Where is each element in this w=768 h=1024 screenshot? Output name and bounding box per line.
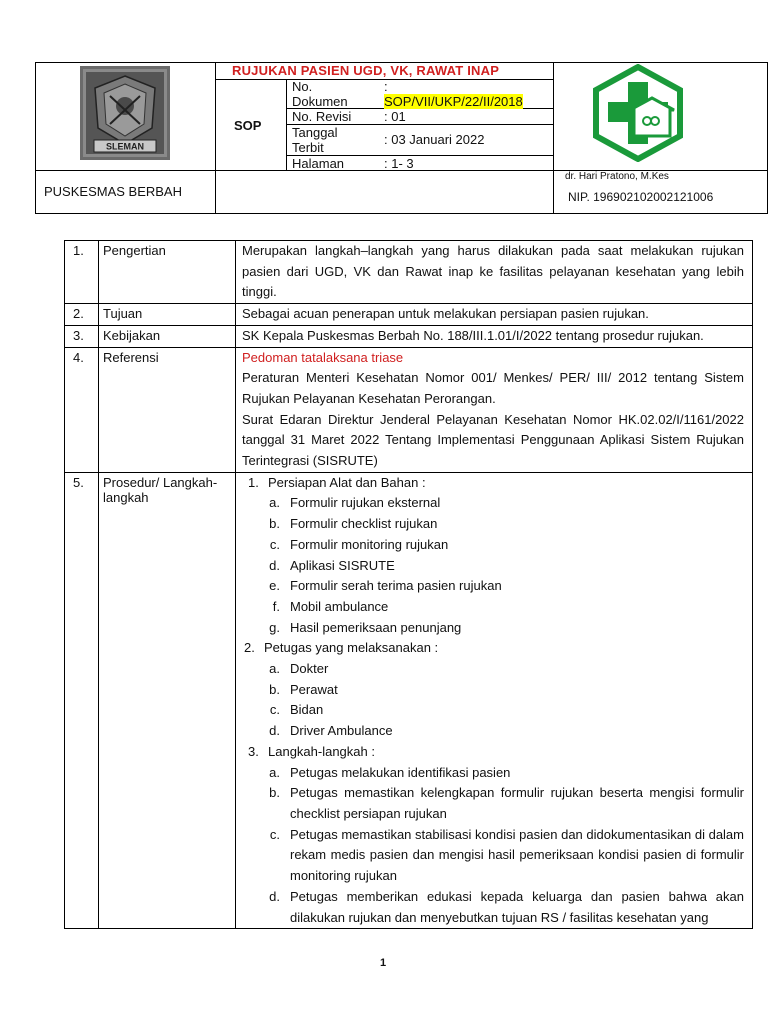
row-text: Merupakan langkah–langkah yang harus dilakukan pada saat melakukan rujukan pasien dari UGD, VK dan Rawat inap ke fasilitas pelayanan kesehatan yang lebih tinggi. xyxy=(236,241,753,304)
list-item: c. Bidan xyxy=(269,702,324,718)
page-number: 1 xyxy=(380,957,387,969)
list-item: c. Petugas memastikan stabilisasi kondisi pasien dan didokumentasikan di dalam rekam medis pasien dan mengisi hasil pemeriksaan kondisi pasien di formulir monitoring rujukan xyxy=(269,826,744,884)
row-label: Kebijakan xyxy=(99,325,236,347)
row-label: Prosedur/ Langkah-langkah xyxy=(99,472,236,928)
doc-number-label: No. Dokumen xyxy=(292,79,348,109)
list-item: b. Perawat xyxy=(269,681,338,697)
row-label: Referensi xyxy=(99,347,236,472)
list-item: c. Formulir monitoring rujukan xyxy=(269,536,449,552)
organization-name: PUSKESMAS BERBAH xyxy=(44,184,182,199)
divider xyxy=(215,62,216,214)
signatory-name: dr. Hari Pratono, M.Kes xyxy=(565,171,669,182)
list-item: b. Formulir checklist rujukan xyxy=(269,516,438,532)
reference-item: Peraturan Menteri Kesehatan Nomor 001/ Menkes/ PER/ III/ 2012 tentang Sistem Rujukan Pelayanan Kesehatan Perorangan. xyxy=(242,370,744,406)
revision-label: No. Revisi xyxy=(292,109,352,124)
list-item: a. Dokter xyxy=(269,661,329,677)
page-label: Halaman xyxy=(292,156,345,171)
doc-number-value: : SOP/VII/UKP/22/II/2018 xyxy=(384,79,523,109)
row-text: Sebagai acuan penerapan untuk melakukan persiapan pasien rujukan. xyxy=(236,304,753,326)
list-item: d. Aplikasi SISRUTE xyxy=(269,557,395,573)
list-item: a. Petugas melakukan identifikasi pasien xyxy=(269,764,511,780)
list-item: f. Mobil ambulance xyxy=(272,598,389,614)
row-number: 5. xyxy=(65,472,99,928)
document-title: RUJUKAN PASIEN UGD, VK, RAWAT INAP xyxy=(232,63,500,78)
signatory-nip: NIP. 196902102002121006 xyxy=(568,190,714,204)
page-value: : 1- 3 xyxy=(384,156,414,171)
procedure-group-title: 1. Persiapan Alat dan Bahan : xyxy=(248,474,426,490)
list-item: a. Formulir rujukan eksternal xyxy=(269,495,441,511)
row-text: SK Kepala Puskesmas Berbah No. 188/III.1.01/I/2022 tentang prosedur rujukan. xyxy=(236,325,753,347)
divider xyxy=(35,170,215,171)
list-item: b. Petugas memastikan kelengkapan formulir rujukan beserta mengisi formulir checklist persiapan rujukan xyxy=(269,785,744,821)
row-number: 2. xyxy=(65,304,99,326)
row-number: 4. xyxy=(65,347,99,472)
puskesmas-logo xyxy=(590,64,686,162)
table-row xyxy=(65,347,753,472)
list-item: d. Driver Ambulance xyxy=(269,723,393,739)
issue-date-value: : 03 Januari 2022 xyxy=(384,132,485,147)
table-row xyxy=(65,241,753,304)
divider xyxy=(553,62,554,214)
table-row xyxy=(65,472,753,928)
sleman-logo xyxy=(80,66,170,160)
procedure-group-title: 3. Langkah-langkah : xyxy=(248,743,375,759)
row-text xyxy=(236,347,753,472)
row-label: Pengertian xyxy=(99,241,236,304)
procedure-group-title: 2. Petugas yang melaksanakan : xyxy=(244,640,439,656)
issue-date-label: Tanggal Terbit xyxy=(292,125,338,155)
row-number: 3. xyxy=(65,325,99,347)
logo-text: SLEMAN xyxy=(106,141,144,152)
row-label: Tujuan xyxy=(99,304,236,326)
list-item: d. Petugas memberikan edukasi kepada keluarga dan pasien bahwa akan dilakukan rujukan dan menyebutkan tujuan RS / fasilitas kesehatan yang xyxy=(269,888,744,925)
list-item: g. Hasil pemeriksaan penunjang xyxy=(269,619,462,635)
sop-content-table xyxy=(64,240,753,929)
row-number: 1. xyxy=(65,241,99,304)
reference-item: Pedoman tatalaksana triase xyxy=(242,349,404,365)
reference-item: Surat Edaran Direktur Jenderal Pelayanan Kesehatan Nomor HK.02.02/I/1161/2022 tanggal 31 Maret 2022 Tentang Implementasi Penggunaan Aplikasi Sistem Rujukan Terintegrasi (SISRUTE) xyxy=(242,411,744,469)
list-item: e. Formulir serah terima pasien rujukan xyxy=(269,578,502,594)
sop-label: SOP xyxy=(234,118,262,133)
table-row xyxy=(65,325,753,347)
table-row xyxy=(65,304,753,326)
revision-value: : 01 xyxy=(384,109,406,124)
procedure-list xyxy=(236,472,753,928)
